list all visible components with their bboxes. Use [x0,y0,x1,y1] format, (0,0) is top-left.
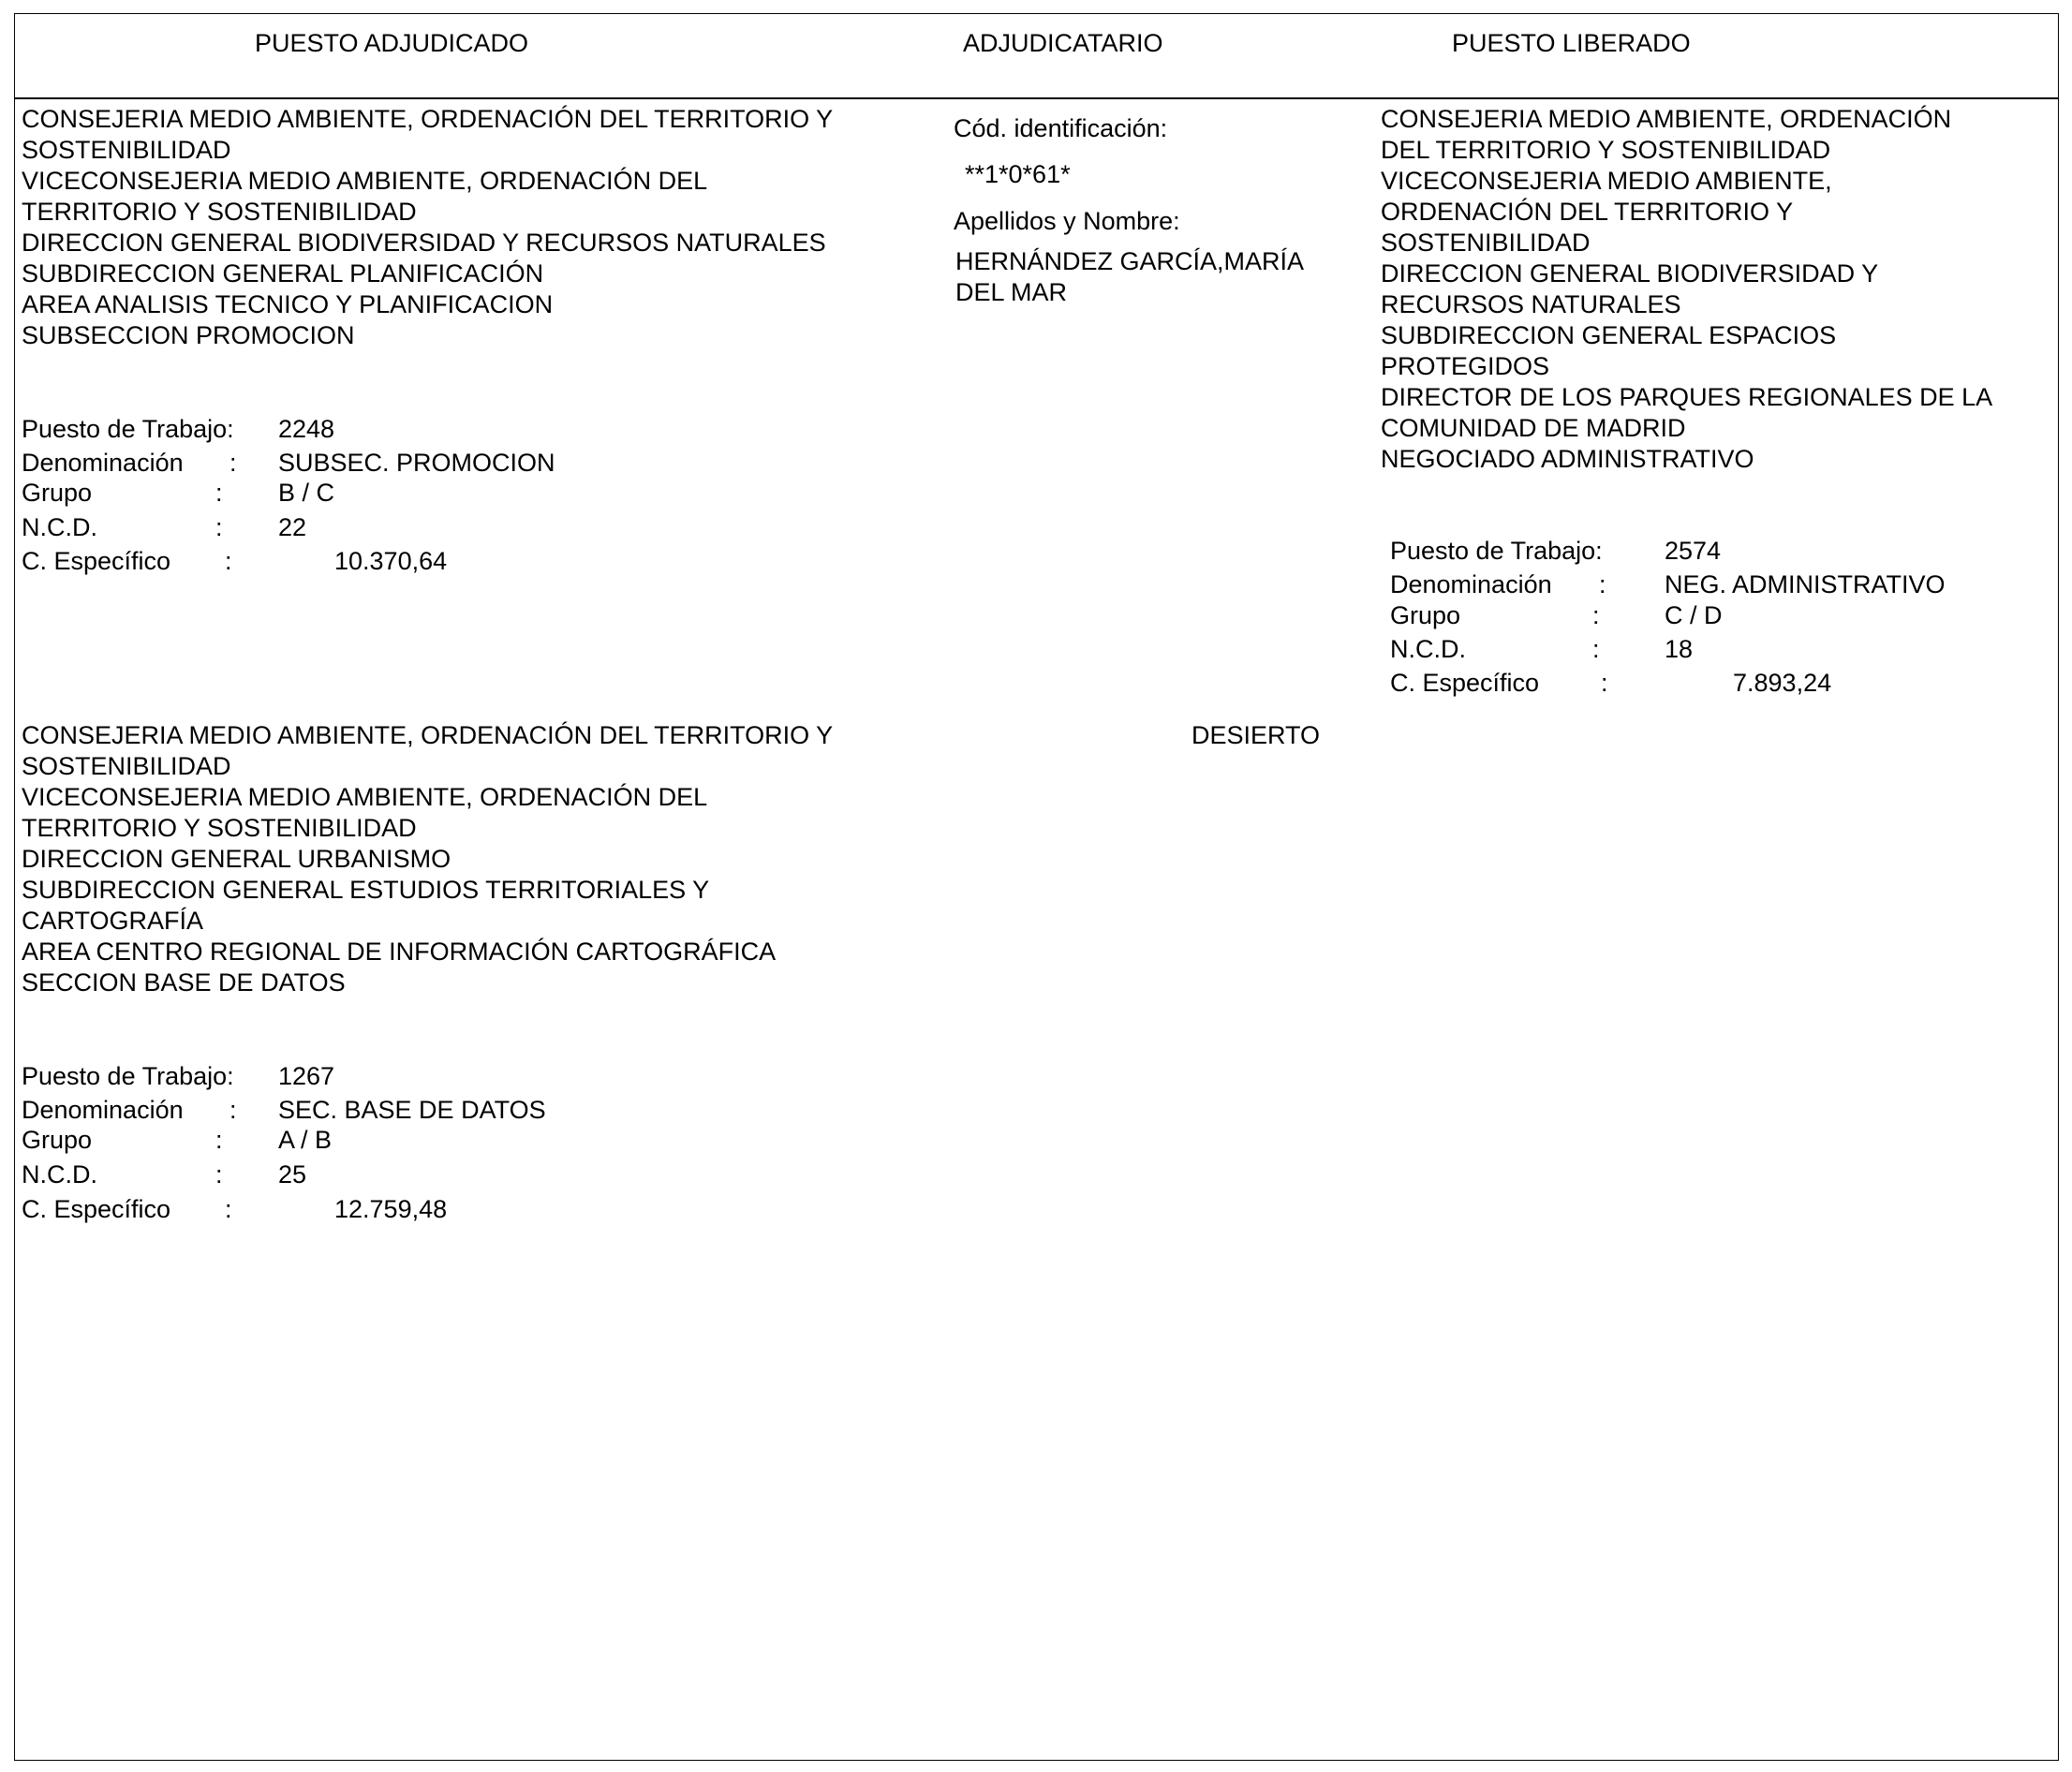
org-line: SUBDIRECCION GENERAL ESPACIOS [1381,321,1837,349]
row1-nombre-value [955,246,1304,308]
org-line: VICECONSEJERIA MEDIO AMBIENTE, ORDENACIÓN DEL [22,167,708,195]
org-line: CARTOGRAFÍA [22,907,204,935]
row2-status-desierto: DESIERTO [1191,721,1321,749]
org-line: COMUNIDAD DE MADRID [1381,414,1686,442]
org-line: CONSEJERIA MEDIO AMBIENTE, ORDENACIÓN [1381,105,1952,133]
org-line: AREA CENTRO REGIONAL DE INFORMACIÓN CARTOGRÁFICA [22,938,777,966]
org-line: TERRITORIO Y SOSTENIBILIDAD [22,814,417,842]
org-line: SOSTENIBILIDAD [1381,229,1591,257]
org-line: DIRECCION GENERAL BIODIVERSIDAD Y [1381,259,1879,288]
row2-adj-grupo-value: A / B [278,1126,333,1154]
nombre-line: DEL MAR [955,278,1068,306]
row1-adj-puesto-value: 2248 [278,415,335,443]
org-line: PROTEGIDOS [1381,352,1550,380]
row1-lib-especifico-label: C. Específico [1390,669,1540,697]
row1-lib-denominacion-label: Denominación [1390,570,1552,598]
org-line: CONSEJERIA MEDIO AMBIENTE, ORDENACIÓN DEL TERRITORIO Y [22,721,834,749]
org-line: NEGOCIADO ADMINISTRATIVO [1381,445,1754,473]
header-puesto-liberado: PUESTO LIBERADO [1452,29,1691,57]
row1-adj-colon: : [229,449,237,477]
row1-adjudicado-org [22,104,833,351]
org-line: SECCION BASE DE DATOS [22,968,346,997]
nombre-line: HERNÁNDEZ GARCÍA,MARÍA [955,247,1305,275]
row1-adj-colon: : [215,513,223,541]
row1-adj-puesto-label: Puesto de Trabajo: [22,415,234,443]
org-line: DIRECTOR DE LOS PARQUES REGIONALES DE LA [1381,383,1993,411]
row1-cod-value: **1*0*61* [965,160,1071,188]
row2-adj-puesto-value: 1267 [278,1062,335,1090]
row1-lib-colon: : [1601,669,1608,697]
org-line: SUBDIRECCION GENERAL PLANIFICACIÓN [22,259,544,288]
row2-adj-especifico-value: 12.759,48 [334,1195,448,1223]
row1-lib-puesto-value: 2574 [1665,537,1722,565]
row1-adj-denominacion-label: Denominación [22,449,184,477]
row1-lib-colon: : [1599,570,1606,598]
row1-lib-grupo-label: Grupo [1390,601,1461,629]
row1-adj-grupo-value: B / C [278,479,335,507]
row1-nombre-label: Apellidos y Nombre: [954,207,1180,235]
org-line: ORDENACIÓN DEL TERRITORIO Y [1381,198,1794,226]
row1-adj-denominacion-value: SUBSEC. PROMOCION [278,449,555,477]
org-line: VICECONSEJERIA MEDIO AMBIENTE, ORDENACIÓN DEL [22,783,708,811]
header-divider [14,97,2059,99]
org-line: CONSEJERIA MEDIO AMBIENTE, ORDENACIÓN DEL TERRITORIO Y [22,105,834,133]
row2-adj-grupo-label: Grupo [22,1126,93,1154]
org-line: SOSTENIBILIDAD [22,136,231,164]
org-line: RECURSOS NATURALES [1381,290,1681,318]
row1-adj-ncd-label: N.C.D. [22,513,97,541]
row1-lib-grupo-value: C / D [1665,601,1723,629]
row1-lib-especifico-value: 7.893,24 [1733,669,1832,697]
row1-adj-colon: : [215,479,223,507]
row2-adj-especifico-label: C. Específico [22,1195,171,1223]
row1-lib-colon: : [1592,635,1600,663]
row2-adj-denominacion-value: SEC. BASE DE DATOS [278,1096,546,1124]
header-puesto-adjudicado: PUESTO ADJUDICADO [255,29,529,57]
header-adjudicatario: ADJUDICATARIO [963,29,1163,57]
row1-adj-ncd-value: 22 [278,513,307,541]
row1-lib-ncd-label: N.C.D. [1390,635,1466,663]
row2-adj-colon: : [229,1096,237,1124]
row2-adj-ncd-value: 25 [278,1160,307,1189]
row2-adj-denominacion-label: Denominación [22,1096,184,1124]
row1-adj-colon: : [225,547,232,575]
row1-adj-especifico-value: 10.370,64 [334,547,448,575]
row2-adj-colon: : [215,1160,223,1189]
row1-adj-especifico-label: C. Específico [22,547,171,575]
row2-adj-colon: : [215,1126,223,1154]
row2-adjudicado-org [22,720,833,998]
row2-adj-ncd-label: N.C.D. [22,1160,97,1189]
row1-adj-grupo-label: Grupo [22,479,93,507]
org-line: SUBSECCION PROMOCION [22,321,355,349]
row2-adj-colon: : [225,1195,232,1223]
row1-lib-colon: : [1592,601,1600,629]
row2-adj-puesto-label: Puesto de Trabajo: [22,1062,234,1090]
org-line: DIRECCION GENERAL URBANISMO [22,845,451,873]
org-line: SUBDIRECCION GENERAL ESTUDIOS TERRITORIALES Y [22,876,710,904]
org-line: DIRECCION GENERAL BIODIVERSIDAD Y RECURSOS NATURALES [22,229,826,257]
row1-cod-label: Cód. identificación: [954,114,1168,142]
row1-liberado-org [1381,104,1992,475]
org-line: DEL TERRITORIO Y SOSTENIBILIDAD [1381,136,1831,164]
org-line: SOSTENIBILIDAD [22,752,231,780]
org-line: VICECONSEJERIA MEDIO AMBIENTE, [1381,167,1832,195]
row1-lib-ncd-value: 18 [1665,635,1694,663]
org-line: AREA ANALISIS TECNICO Y PLANIFICACION [22,290,554,318]
row1-lib-denominacion-value: NEG. ADMINISTRATIVO [1665,570,1946,598]
org-line: TERRITORIO Y SOSTENIBILIDAD [22,198,417,226]
row1-lib-puesto-label: Puesto de Trabajo: [1390,537,1603,565]
